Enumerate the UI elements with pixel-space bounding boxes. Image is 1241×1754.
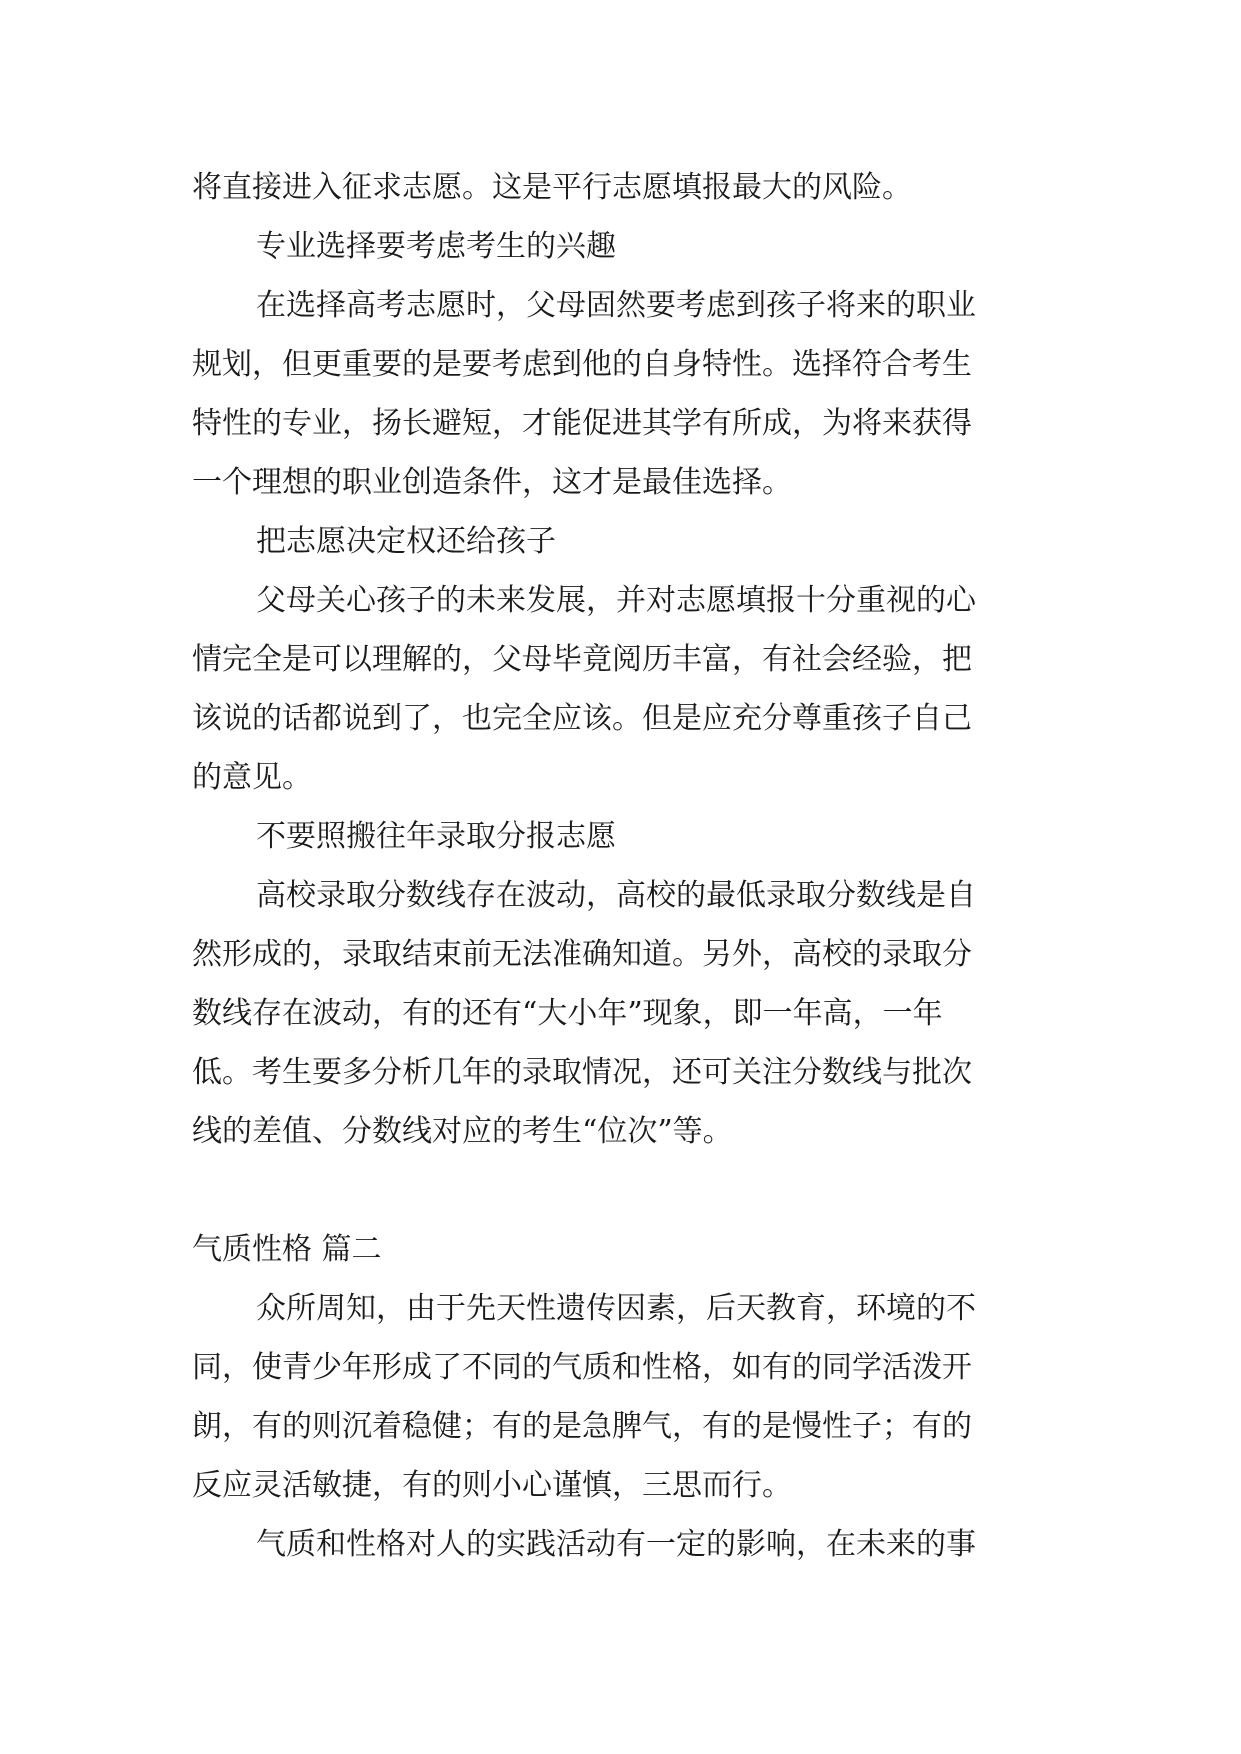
text-line: 然形成的，录取结束前无法准确知道。另外，高校的录取分 (192, 937, 972, 972)
section-gap (192, 1161, 1050, 1220)
text-line: 该说的话都说到了，也完全应该。但是应充分尊重孩子自己 (192, 701, 972, 736)
text-line: 低。考生要多分析几年的录取情况，还可关注分数线与批次 (192, 1055, 972, 1090)
text-line: 父母关心孩子的未来发展，并对志愿填报十分重视的心 (256, 583, 976, 618)
subheading: 不要照搬往年录取分报志愿 (256, 819, 616, 854)
text-line: 将直接进入征求志愿。这是平行志愿填报最大的风险。 (192, 170, 912, 205)
text-line: 的意见。 (192, 760, 312, 795)
document-body (192, 158, 1050, 1574)
text-line: 一个理想的职业创造条件，这才是最佳选择。 (192, 465, 792, 500)
subheading: 把志愿决定权还给孩子 (256, 524, 556, 559)
text-line: 特性的专业，扬长避短，才能促进其学有所成，为将来获得 (192, 406, 972, 441)
text-line: 规划，但更重要的是要考虑到他的自身特性。选择符合考生 (192, 347, 972, 382)
text-line: 反应灵活敏捷，有的则小心谨慎，三思而行。 (192, 1468, 792, 1503)
text-line: 众所周知，由于先天性遗传因素，后天教育，环境的不 (256, 1291, 976, 1326)
section-heading: 气质性格 篇二 (192, 1232, 382, 1267)
text-line: 数线存在波动，有的还有“大小年”现象，即一年高，一年 (192, 996, 943, 1031)
text-line: 高校录取分数线存在波动，高校的最低录取分数线是自 (256, 878, 976, 913)
subheading: 专业选择要考虑考生的兴趣 (256, 229, 616, 264)
text-line: 在选择高考志愿时，父母固然要考虑到孩子将来的职业 (256, 288, 976, 323)
text-line: 情完全是可以理解的，父母毕竟阅历丰富，有社会经验，把 (192, 642, 972, 677)
text-line: 朗，有的则沉着稳健；有的是急脾气，有的是慢性子；有的 (192, 1409, 972, 1444)
text-line: 同，使青少年形成了不同的气质和性格，如有的同学活泼开 (192, 1350, 972, 1385)
text-line: 气质和性格对人的实践活动有一定的影响，在未来的事 (256, 1527, 976, 1562)
text-line: 线的差值、分数线对应的考生“位次”等。 (192, 1114, 733, 1149)
